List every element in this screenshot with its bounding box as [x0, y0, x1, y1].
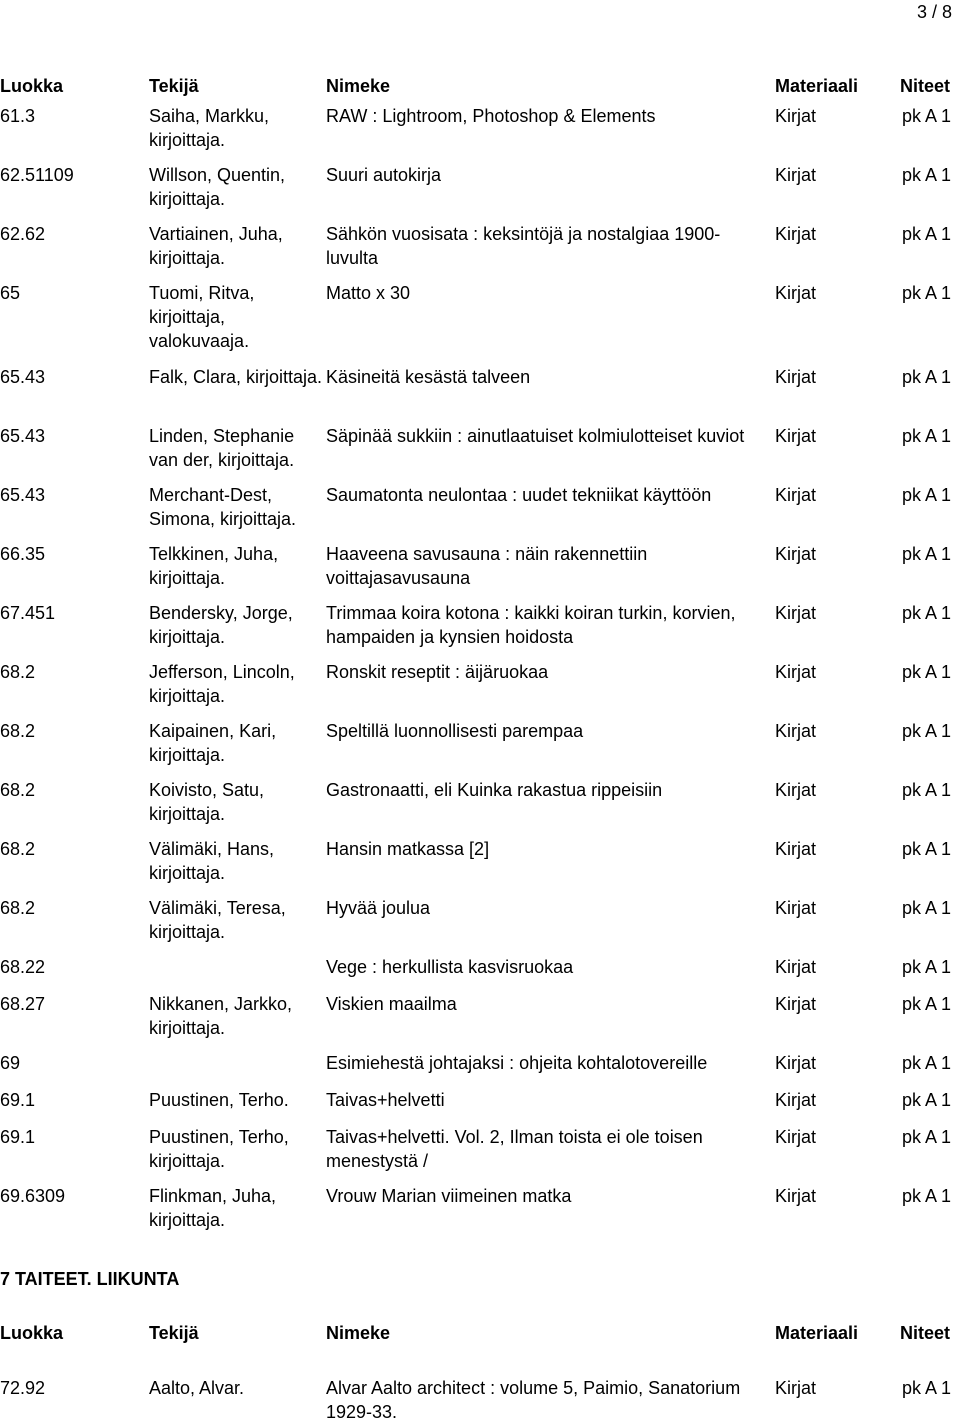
cell-niteet: pk A 1 — [902, 283, 952, 303]
cell-tekija: Bendersky, Jorge, kirjoittaja. — [149, 603, 293, 647]
cell-nimeke: Vege : herkullista kasvisruokaa — [326, 957, 574, 977]
table-header — [0, 76, 960, 100]
cell-luokka: 69.1 — [0, 1090, 36, 1110]
table-row — [0, 837, 960, 896]
cell-nimeke: Saumatonta neulontaa : uudet tekniikat käyttöön — [326, 485, 712, 505]
cell-nimeke: RAW : Lightroom, Photoshop & Elements — [326, 106, 656, 126]
cell-luokka: 68.2 — [0, 898, 36, 918]
cell-nimeke: Esimiehestä johtajaksi : ohjeita kohtalotovereille — [326, 1053, 708, 1073]
cell-materiaali: Kirjat — [775, 224, 817, 244]
cell-niteet: pk A 1 — [902, 426, 952, 446]
table-row — [0, 222, 960, 281]
cell-luokka: 68.2 — [0, 780, 36, 800]
cell-tekija: Välimäki, Hans, kirjoittaja. — [149, 839, 275, 883]
table-row — [0, 1051, 960, 1088]
table-row — [0, 719, 960, 778]
cell-luokka: 72.92 — [0, 1378, 46, 1398]
table-row — [0, 992, 960, 1051]
table-row — [0, 365, 960, 424]
cell-materiaali: Kirjat — [775, 662, 817, 682]
cell-tekija: Koivisto, Satu, kirjoittaja. — [149, 780, 265, 824]
section-title: 7 TAITEET. LIIKUNTA — [0, 1269, 180, 1289]
header-tekija: Tekijä — [149, 1323, 199, 1343]
cell-materiaali: Kirjat — [775, 898, 817, 918]
cell-niteet: pk A 1 — [902, 898, 952, 918]
cell-niteet: pk A 1 — [902, 1127, 952, 1147]
cell-tekija: Aalto, Alvar. — [149, 1378, 245, 1398]
page-number: 3 / 8 — [916, 2, 952, 22]
cell-nimeke: Sähkön vuosisata : keksintöjä ja nostalgiaa 1900-luvulta — [326, 224, 721, 268]
cell-luokka: 69.6309 — [0, 1186, 66, 1206]
table-row — [0, 1376, 960, 1424]
cell-nimeke: Taivas+helvetti. Vol. 2, Ilman toista ei ole toisen menestystä / — [326, 1127, 703, 1171]
cell-nimeke: Alvar Aalto architect : volume 5, Paimio, Sanatorium 1929-33. — [326, 1378, 741, 1422]
header-tekija: Tekijä — [149, 76, 199, 96]
cell-niteet: pk A 1 — [902, 780, 952, 800]
cell-luokka: 62.62 — [0, 224, 46, 244]
header-luokka: Luokka — [0, 1323, 64, 1343]
cell-materiaali: Kirjat — [775, 485, 817, 505]
cell-niteet: pk A 1 — [902, 1090, 952, 1110]
cell-nimeke: Matto x 30 — [326, 283, 411, 303]
cell-materiaali: Kirjat — [775, 165, 817, 185]
cell-tekija: Kaipainen, Kari, kirjoittaja. — [149, 721, 277, 765]
cell-niteet: pk A 1 — [902, 224, 952, 244]
cell-luokka: 68.27 — [0, 994, 46, 1014]
cell-materiaali: Kirjat — [775, 1127, 817, 1147]
table-row — [0, 424, 960, 483]
cell-luokka: 65.43 — [0, 367, 46, 387]
cell-nimeke: Gastronaatti, eli Kuinka rakastua rippeisiin — [326, 780, 663, 800]
header-materiaali: Materiaali — [775, 1323, 859, 1343]
header-materiaali: Materiaali — [775, 76, 859, 96]
cell-nimeke: Vrouw Marian viimeinen matka — [326, 1186, 572, 1206]
cell-niteet: pk A 1 — [902, 1378, 952, 1398]
cell-nimeke: Ronskit reseptit : äijäruokaa — [326, 662, 549, 682]
cell-materiaali: Kirjat — [775, 367, 817, 387]
header-niteet: Niteet — [900, 76, 951, 96]
cell-luokka: 65.43 — [0, 426, 46, 446]
cell-tekija: Vartiainen, Juha, kirjoittaja. — [149, 224, 283, 268]
cell-materiaali: Kirjat — [775, 544, 817, 564]
cell-niteet: pk A 1 — [902, 544, 952, 564]
cell-niteet: pk A 1 — [902, 603, 952, 623]
table-row — [0, 955, 960, 992]
cell-materiaali: Kirjat — [775, 994, 817, 1014]
table-row — [0, 542, 960, 601]
cell-tekija: Tuomi, Ritva, kirjoittaja, valokuvaaja. — [149, 283, 255, 351]
cell-niteet: pk A 1 — [902, 839, 952, 859]
cell-nimeke: Speltillä luonnollisesti parempaa — [326, 721, 584, 741]
cell-tekija: Linden, Stephanie van der, kirjoittaja. — [149, 426, 295, 470]
cell-nimeke: Viskien maailma — [326, 994, 457, 1014]
cell-materiaali: Kirjat — [775, 1378, 817, 1398]
table-row — [0, 281, 960, 365]
cell-nimeke: Trimmaa koira kotona : kaikki koiran turkin, korvien, hampaiden ja kynsien hoidosta — [326, 603, 736, 647]
cell-luokka: 67.451 — [0, 603, 56, 623]
cell-materiaali: Kirjat — [775, 106, 817, 126]
table-row — [0, 163, 960, 222]
cell-luokka: 68.2 — [0, 839, 36, 859]
cell-nimeke: Käsineitä kesästä talveen — [326, 367, 531, 387]
cell-luokka: 68.2 — [0, 662, 36, 682]
cell-niteet: pk A 1 — [902, 165, 952, 185]
cell-materiaali: Kirjat — [775, 1186, 817, 1206]
cell-tekija: Nikkanen, Jarkko, kirjoittaja. — [149, 994, 293, 1038]
cell-materiaali: Kirjat — [775, 957, 817, 977]
cell-materiaali: Kirjat — [775, 426, 817, 446]
table-row — [0, 483, 960, 542]
cell-luokka: 61.3 — [0, 106, 36, 126]
cell-materiaali: Kirjat — [775, 603, 817, 623]
cell-niteet: pk A 1 — [902, 957, 952, 977]
header-nimeke: Nimeke — [326, 76, 391, 96]
cell-tekija: Puustinen, Terho, kirjoittaja. — [149, 1127, 289, 1171]
cell-tekija: Telkkinen, Juha, kirjoittaja. — [149, 544, 279, 588]
cell-materiaali: Kirjat — [775, 1090, 817, 1110]
cell-luokka: 62.51109 — [0, 165, 74, 185]
header-nimeke: Nimeke — [326, 1323, 391, 1343]
cell-tekija: Flinkman, Juha, kirjoittaja. — [149, 1186, 277, 1230]
cell-luokka: 69.1 — [0, 1127, 36, 1147]
table-header-2 — [0, 1323, 960, 1347]
cell-tekija: Välimäki, Teresa, kirjoittaja. — [149, 898, 286, 942]
cell-luokka: 65.43 — [0, 485, 46, 505]
cell-materiaali: Kirjat — [775, 839, 817, 859]
catalog-table — [0, 104, 960, 1243]
cell-tekija: Puustinen, Terho. — [149, 1090, 289, 1110]
cell-materiaali: Kirjat — [775, 1053, 817, 1073]
cell-niteet: pk A 1 — [902, 1053, 952, 1073]
cell-luokka: 66.35 — [0, 544, 46, 564]
cell-luokka: 68.22 — [0, 957, 46, 977]
cell-tekija: Merchant-Dest, Simona, kirjoittaja. — [149, 485, 297, 529]
cell-nimeke: Suuri autokirja — [326, 165, 442, 185]
header-luokka: Luokka — [0, 76, 64, 96]
table-row — [0, 1125, 960, 1184]
cell-niteet: pk A 1 — [902, 1186, 952, 1206]
cell-nimeke: Hyvää joulua — [326, 898, 431, 918]
cell-tekija: Saiha, Markku, kirjoittaja. — [149, 106, 270, 150]
cell-nimeke: Hansin matkassa [2] — [326, 839, 490, 859]
cell-nimeke: Taivas+helvetti — [326, 1090, 445, 1110]
cell-tekija: Jefferson, Lincoln, kirjoittaja. — [149, 662, 295, 706]
cell-luokka: 69 — [0, 1053, 21, 1073]
cell-materiaali: Kirjat — [775, 721, 817, 741]
catalog-table-2 — [0, 1376, 960, 1424]
table-row — [0, 778, 960, 837]
table-row — [0, 1184, 960, 1243]
table-row — [0, 896, 960, 955]
cell-tekija: Falk, Clara, kirjoittaja. — [149, 367, 323, 387]
header-niteet: Niteet — [900, 1323, 951, 1343]
table-row — [0, 104, 960, 163]
cell-materiaali: Kirjat — [775, 780, 817, 800]
table-row — [0, 1088, 960, 1125]
table-row — [0, 601, 960, 660]
cell-luokka: 68.2 — [0, 721, 36, 741]
cell-luokka: 65 — [0, 283, 21, 303]
cell-niteet: pk A 1 — [902, 994, 952, 1014]
table-row — [0, 660, 960, 719]
cell-nimeke: Haaveena savusauna : näin rakennettiin voittajasavusauna — [326, 544, 648, 588]
cell-materiaali: Kirjat — [775, 283, 817, 303]
cell-niteet: pk A 1 — [902, 721, 952, 741]
cell-niteet: pk A 1 — [902, 367, 952, 387]
cell-niteet: pk A 1 — [902, 106, 952, 126]
cell-niteet: pk A 1 — [902, 485, 952, 505]
cell-niteet: pk A 1 — [902, 662, 952, 682]
cell-nimeke: Säpinää sukkiin : ainutlaatuiset kolmiulotteiset kuviot — [326, 426, 745, 446]
cell-tekija: Willson, Quentin, kirjoittaja. — [149, 165, 286, 209]
